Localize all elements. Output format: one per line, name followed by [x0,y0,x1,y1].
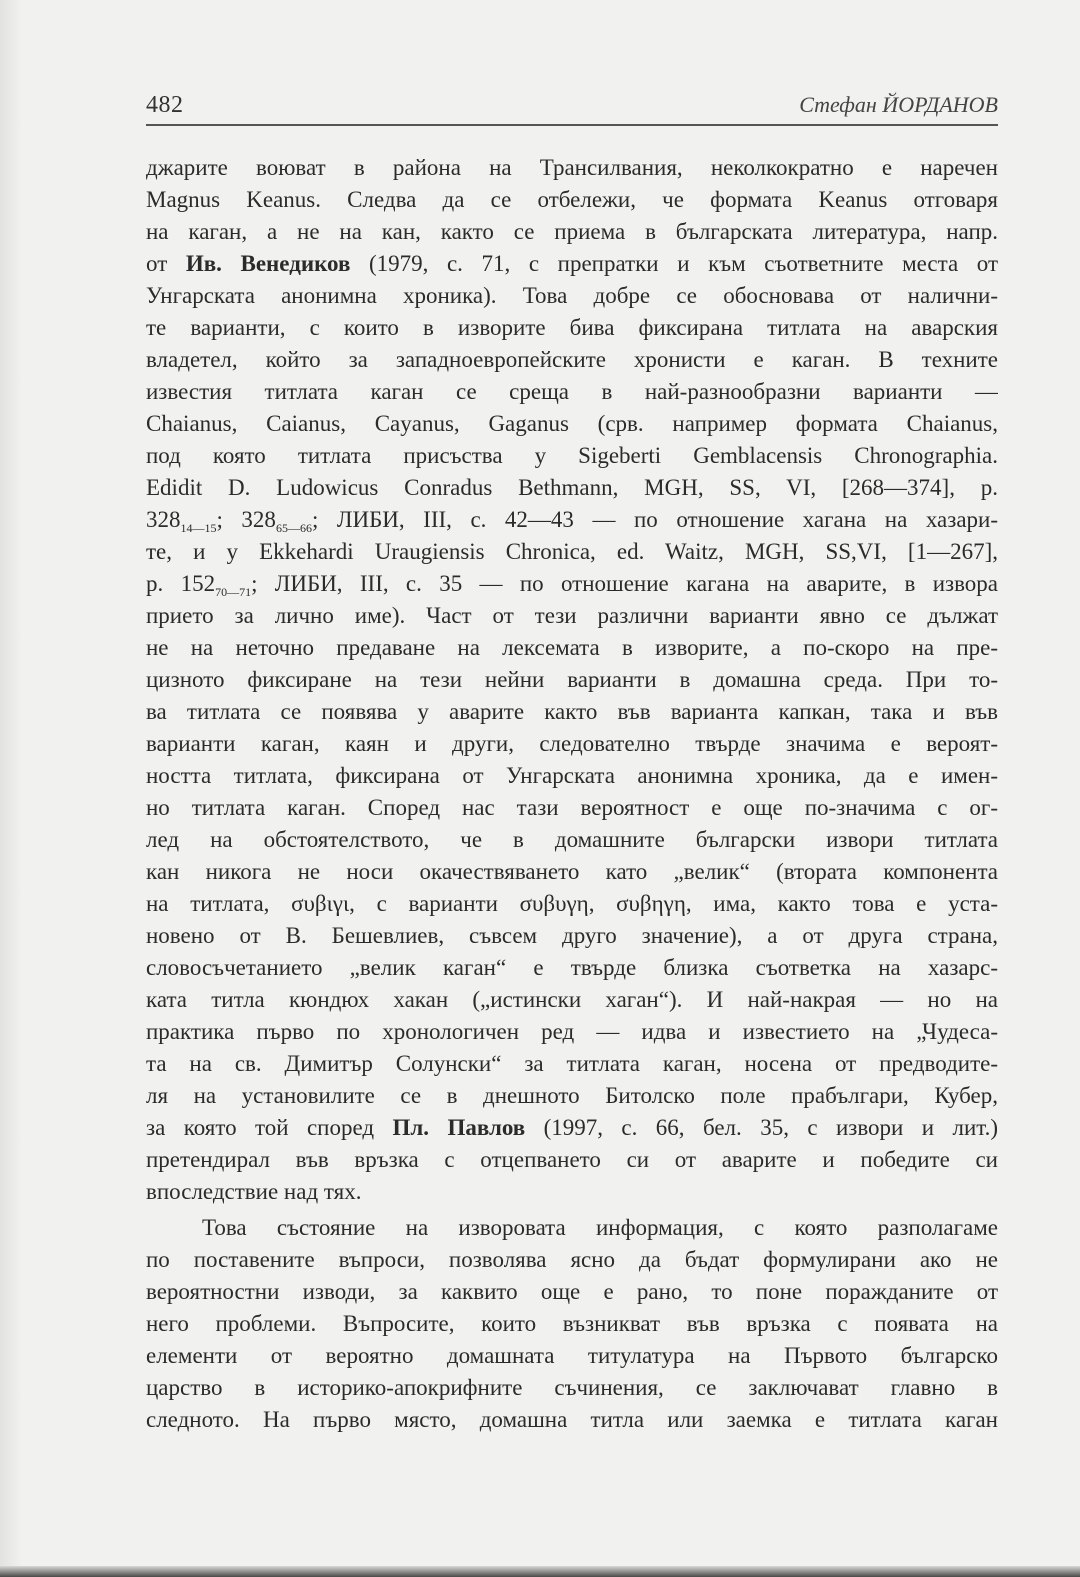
text-line: не на неточно предаване на лексемата в изворите, а по-скоро на пре- [146,635,998,660]
text-run: ; ЛИБИ, III, с. 42—43 — по отношение хагана на хазари- [311,507,998,532]
subscript: 65—66 [275,521,312,535]
text-line: впоследствие над тях. [146,1179,362,1204]
text-line: вероятностни изводи, за каквито още е рано, то поне поражданите от [146,1279,998,1304]
text-line: словосъчетанието „велик каган“ е твърде близка съответка на хазарс- [146,955,998,980]
paragraph-1 [146,152,998,1208]
text-line [146,568,998,600]
text-line: царство в историко-апокрифните съчинения, се заключават главно в [146,1375,998,1400]
author-reference-pavlov: Пл. Павлов [392,1115,526,1140]
text-line: следното. На първо място, домашна титла или заемка е титлата каган [146,1407,998,1432]
subscript: 70—71 [215,585,252,599]
text-line: прието за лично име). Част от тези различни варианти явно се дължат [146,603,998,628]
text-line: елементи от вероятно домашната титулатура на Първото българско [146,1343,998,1368]
author-reference-venedikov: Ив. Венедиков [185,251,351,276]
text-line: Magnus Keanus. Следва да се отбележи, че формата Keanus отговаря [146,187,998,212]
text-run: (1997, с. 66, бел. 35, с извори и лит.) [525,1115,998,1140]
text-line: ката титла кюндюх хакан („истински хаган“). И най-накрая — но на [146,987,998,1012]
header-rule [146,124,998,126]
text-line: цизното фиксиране на тези нейни варианти в домашна среда. При то- [146,667,998,692]
text-line: по поставените въпроси, позволява ясно да бъдат формулирани ако не [146,1247,998,1272]
text-line [146,504,998,536]
running-head-author: Стефан ЙОРДАНОВ [799,92,998,117]
text-line: владетел, който за западноевропейските хронисти е каган. В техните [146,347,998,372]
text-run: ; 328 [216,507,276,532]
text-line: практика първо по хронологичен ред — идва и известието на „Чудеса- [146,1019,998,1044]
scan-bottom-edge [0,1566,1080,1577]
text-line: Edidit D. Ludowicus Conradus Bethmann, MGH, SS, VI, [268—374], p. [146,475,998,500]
text-line: Това състояние на изворовата информация, с която разполагаме [202,1215,998,1240]
page-header [146,92,998,126]
text-run: за която той според [146,1115,393,1140]
text-line: ва титлата се появява у аварите както във варианта капкан, така и във [146,699,998,724]
page-gutter-shadow [0,0,22,1577]
text-line: новено от В. Бешевлиев, съвсем друго значение), а от друга страна, [146,923,998,948]
text-line: те, и у Ekkehardi Uraugiensis Chronica, ed. Waitz, MGH, SS,VI, [1—267], [146,539,998,564]
text-line: кан никога не носи окачествяването като „велик“ (втората компонента [146,859,998,884]
text-line: известия титлата каган се среща в най-разнообразни варианти — [146,379,998,404]
text-line: Chaianus, Caianus, Cayanus, Gaganus (срв. например формата Chaianus, [146,411,998,436]
text-line: на каган, а не на кан, както се приема в българската литература, напр. [146,219,998,244]
text-line: на титлата, συβιγι, с варианти συβυγη, συβηγη, има, както това е уста- [146,891,998,916]
text-line: та на св. Димитър Солунски“ за титлата каган, носена от предводите- [146,1051,998,1076]
body-text [146,152,998,1436]
text-line: Унгарската анонимна хроника). Това добре се обосновава от налични- [146,283,998,308]
text-line [146,248,998,280]
text-run: 328 [146,507,181,532]
text-line: те варианти, с които в изворите бива фиксирана титлата на аварския [146,315,998,340]
text-line: варианти каган, каян и други, следователно твърде значима е вероят- [146,731,998,756]
text-run: от [146,251,186,276]
text-line [146,1112,998,1144]
text-line: ля на установилите се в днешното Битолско поле прабългари, Кубер, [146,1083,998,1108]
page-number: 482 [146,92,184,118]
text-line: джарите воюват в района на Трансилвания, неколкократно е наречен [146,155,998,180]
text-line: него проблеми. Въпросите, които възникват във връзка с появата на [146,1311,998,1336]
text-run: ; ЛИБИ, III, с. 35 — по отношение кагана на аварите, в извора [251,571,998,596]
text-line: ността титлата, фиксирана от Унгарската анонимна хроника, да е имен- [146,763,998,788]
text-line: лед на обстоятелството, че в домашните български извори титлата [146,827,998,852]
text-run: p. 152 [146,571,216,596]
text-line: претендирал във връзка с отцепването си от аварите и победите си [146,1147,998,1172]
paragraph-2 [146,1212,998,1436]
text-run: (1979, с. 71, с препратки и към съответните места от [350,251,998,276]
text-line: но титлата каган. Според нас тази вероятност е още по-значима с ог- [146,795,998,820]
text-line: под която титлата присъства у Sigeberti Gemblacensis Chronographia. [146,443,998,468]
subscript: 14—15 [180,521,217,535]
